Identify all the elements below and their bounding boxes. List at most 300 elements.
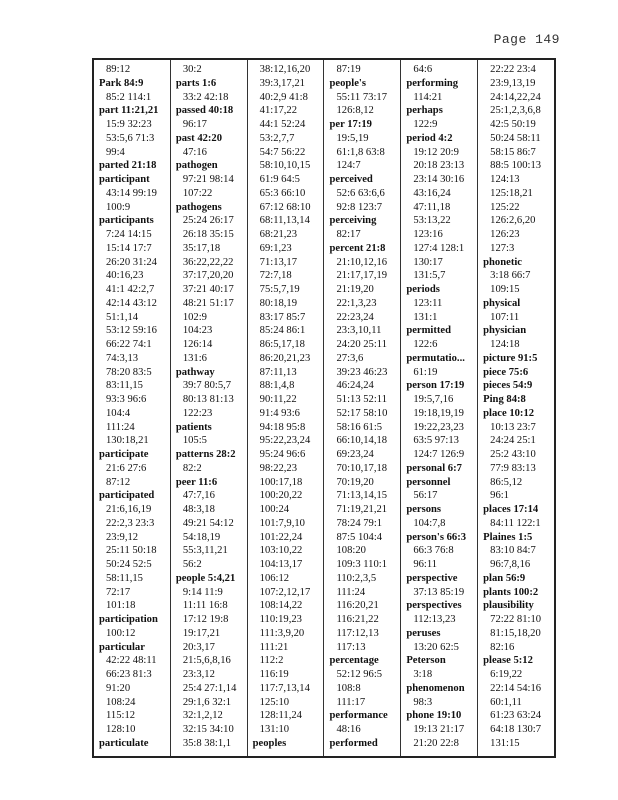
index-reference: 39:7 80:5,7 bbox=[182, 380, 232, 392]
index-reference: 35:8 38:1,1 bbox=[182, 737, 232, 749]
index-term: passed 40:18 bbox=[175, 105, 234, 117]
index-term: patients bbox=[175, 421, 212, 433]
index-reference: 23:3,10,11 bbox=[336, 325, 382, 337]
index-reference: 87:5 104:4 bbox=[336, 531, 383, 543]
index-reference: 101:7,9,10 bbox=[259, 517, 305, 529]
index-reference: 52:12 96:5 bbox=[336, 669, 383, 680]
index-column bbox=[478, 60, 554, 756]
index-reference: 91:4 93:6 bbox=[259, 407, 300, 419]
index-reference: 131:10 bbox=[259, 724, 290, 735]
index-reference: 72:22 81:10 bbox=[490, 614, 542, 625]
index-reference: 90:11,22 bbox=[259, 394, 297, 405]
index-reference: 112:2 bbox=[259, 655, 284, 667]
index-term: pathway bbox=[175, 366, 215, 378]
index-reference: 116:20,21 bbox=[336, 600, 379, 612]
index-reference: 23:3,12 bbox=[182, 669, 215, 680]
index-reference: 124:18 bbox=[490, 339, 520, 350]
index-reference: 80:13 81:13 bbox=[182, 394, 234, 405]
index-reference: 58:16 61:5 bbox=[336, 421, 383, 433]
index-term: phenomenon bbox=[406, 682, 465, 694]
index-reference: 87:11,13 bbox=[259, 366, 297, 378]
index-reference: 65:3 66:10 bbox=[259, 187, 306, 199]
index-reference: 124:7 126:9 bbox=[413, 449, 465, 460]
index-reference: 122:23 bbox=[182, 407, 213, 419]
index-reference: 21:5,6,8,16 bbox=[182, 655, 231, 667]
index-reference: 64:6 bbox=[413, 64, 433, 75]
index-reference: 36:22,22,22 bbox=[182, 256, 234, 268]
index-reference: 55:11 73:17 bbox=[336, 91, 388, 103]
index-reference: 69:23,24 bbox=[336, 449, 374, 460]
index-reference: 7:24 14:15 bbox=[106, 229, 152, 240]
index-reference: 61:19 bbox=[413, 366, 438, 378]
index-term: participants bbox=[99, 215, 154, 227]
index-reference: 22:2,3 23:3 bbox=[106, 517, 155, 529]
index-term: peoples bbox=[252, 737, 287, 749]
index-reference: 81:15,18,20 bbox=[490, 627, 541, 639]
index-term: performing bbox=[406, 77, 459, 89]
index-reference: 75:5,7,19 bbox=[259, 284, 300, 295]
index-term: perhaps bbox=[406, 105, 443, 117]
index-reference: 117:7,13,14 bbox=[259, 682, 310, 694]
index-reference: 74:3,13 bbox=[106, 352, 139, 364]
index-reference: 40:16,23 bbox=[106, 270, 144, 282]
index-reference: 66:10,14,18 bbox=[336, 435, 388, 447]
index-reference: 88:1,4,8 bbox=[259, 380, 295, 392]
index-reference: 39:23 46:23 bbox=[336, 366, 388, 378]
index-reference: 115:12 bbox=[106, 710, 136, 722]
index-reference: 43:14 99:19 bbox=[106, 187, 157, 199]
index-reference: 93:3 96:6 bbox=[106, 394, 147, 405]
index-reference: 87:19 bbox=[336, 64, 361, 75]
index-term: phone 19:10 bbox=[406, 710, 462, 722]
index-term: people's bbox=[329, 77, 366, 89]
index-reference: 95:22,23,24 bbox=[259, 435, 311, 447]
index-reference: 19:5,19 bbox=[336, 132, 369, 144]
index-reference: 10:13 23:7 bbox=[490, 421, 536, 433]
index-reference: 19:13 21:17 bbox=[413, 724, 465, 735]
index-reference: 128:11,24 bbox=[259, 710, 302, 722]
index-reference: 71:13,17 bbox=[259, 256, 298, 268]
index-reference: 13:20 62:5 bbox=[413, 641, 459, 653]
index-term: peer 11:6 bbox=[175, 476, 218, 488]
index-reference: 124:7 bbox=[336, 160, 361, 172]
index-column bbox=[171, 60, 248, 756]
index-reference: 85:2 114:1 bbox=[106, 91, 152, 103]
index-reference: 24:14,22,24 bbox=[490, 91, 541, 103]
index-reference: 123:11 bbox=[413, 297, 443, 309]
index-reference: 126:8,12 bbox=[336, 105, 374, 117]
index-reference: 77:9 83:13 bbox=[490, 462, 536, 474]
index-term: participated bbox=[99, 490, 155, 502]
index-term: personnel bbox=[406, 476, 451, 488]
index-reference: 71:19,21,21 bbox=[336, 504, 388, 515]
index-reference: 21:19,20 bbox=[336, 284, 374, 295]
index-term: part 11:21,21 bbox=[99, 105, 159, 117]
index-reference: 126:14 bbox=[182, 339, 213, 350]
index-reference: 99:4 bbox=[106, 146, 125, 158]
index-term: permutatio... bbox=[406, 352, 465, 364]
index-reference: 108:20 bbox=[336, 545, 366, 557]
index-term: particulate bbox=[99, 737, 149, 749]
index-reference: 37:21 40:17 bbox=[182, 284, 234, 295]
index-reference: 66:22 74:1 bbox=[106, 339, 152, 350]
index-reference: 58:15 86:7 bbox=[490, 146, 536, 158]
index-term: participation bbox=[99, 614, 158, 625]
index-term: periods bbox=[406, 284, 440, 295]
index-reference: 104:4 bbox=[106, 407, 131, 419]
index-term: performed bbox=[329, 737, 378, 749]
index-reference: 84:11 122:1 bbox=[490, 517, 541, 529]
index-reference: 61:1,8 63:8 bbox=[336, 146, 385, 158]
index-reference: 49:21 54:12 bbox=[182, 517, 234, 529]
index-reference: 3:18 66:7 bbox=[490, 270, 531, 282]
index-term: Ping 84:8 bbox=[483, 394, 526, 405]
index-reference: 70:10,17,18 bbox=[336, 462, 388, 474]
index-reference: 26:20 31:24 bbox=[106, 256, 157, 268]
index-term: performance bbox=[329, 710, 388, 722]
index-reference: 48:21 51:17 bbox=[182, 297, 234, 309]
index-reference: 6:19,22 bbox=[490, 669, 523, 680]
index-reference: 58:10,10,15 bbox=[259, 160, 311, 172]
index-reference: 89:12 bbox=[106, 64, 131, 75]
index-reference: 72:17 bbox=[106, 586, 131, 598]
index-reference: 131:5,7 bbox=[413, 270, 446, 282]
index-reference: 69:1,23 bbox=[259, 242, 292, 254]
index-reference: 39:3,17,21 bbox=[259, 77, 305, 89]
index-reference: 111:21 bbox=[259, 641, 289, 653]
index-reference: 44:1 52:24 bbox=[259, 119, 306, 130]
index-reference: 80:18,19 bbox=[259, 297, 298, 309]
index-reference: 53:12 59:16 bbox=[106, 325, 157, 337]
index-reference: 104:23 bbox=[182, 325, 213, 337]
index-reference: 107:2,12,17 bbox=[259, 586, 311, 598]
index-reference: 96:11 bbox=[413, 559, 438, 570]
index-reference: 116:21,22 bbox=[336, 614, 379, 625]
index-reference: 47:11,18 bbox=[413, 201, 451, 213]
index-reference: 33:2 42:18 bbox=[182, 91, 229, 103]
index-term: person 17:19 bbox=[406, 380, 465, 392]
index-reference: 70:19,20 bbox=[336, 476, 374, 488]
index-reference: 53:13,22 bbox=[413, 215, 451, 227]
index-reference: 66:3 76:8 bbox=[413, 545, 454, 557]
index-reference: 108:24 bbox=[106, 696, 136, 708]
index-reference: 83:17 85:7 bbox=[259, 311, 306, 323]
index-reference: 48:16 bbox=[336, 724, 361, 735]
index-term: please 5:12 bbox=[483, 655, 533, 667]
index-term: particular bbox=[99, 641, 145, 653]
index-reference: 21:6,16,19 bbox=[106, 504, 152, 515]
index-reference: 124:13 bbox=[490, 174, 520, 185]
index-reference: 3:18 bbox=[413, 669, 433, 680]
index-frame bbox=[92, 58, 556, 758]
index-reference: 72:7,18 bbox=[259, 270, 292, 282]
index-reference: 22:1,3,23 bbox=[336, 297, 377, 309]
index-reference: 88:5 100:13 bbox=[490, 160, 542, 172]
index-reference: 116:19 bbox=[259, 669, 289, 680]
index-reference: 104:7,8 bbox=[413, 517, 446, 529]
index-reference: 47:16 bbox=[182, 146, 207, 158]
index-reference: 56:17 bbox=[413, 490, 438, 502]
index-reference: 131:1 bbox=[413, 311, 438, 323]
index-reference: 50:24 58:11 bbox=[490, 132, 541, 144]
index-reference: 91:20 bbox=[106, 682, 131, 694]
index-reference: 40:2,9 41:8 bbox=[259, 91, 308, 103]
index-term: plants 100:2 bbox=[483, 586, 539, 598]
index-reference: 94:18 95:8 bbox=[259, 421, 306, 433]
index-reference: 68:11,13,14 bbox=[259, 215, 310, 227]
index-reference: 61:9 64:5 bbox=[259, 174, 300, 185]
index-term: perspective bbox=[406, 572, 458, 584]
index-reference: 53:5,6 71:3 bbox=[106, 132, 155, 144]
index-reference: 108:8 bbox=[336, 682, 361, 694]
index-reference: 122:9 bbox=[413, 119, 438, 130]
index-term: peruses bbox=[406, 627, 441, 639]
index-reference: 97:21 98:14 bbox=[182, 174, 234, 185]
index-term: plausibility bbox=[483, 600, 534, 612]
index-term: picture 91:5 bbox=[483, 352, 538, 364]
index-reference: 123:16 bbox=[413, 229, 443, 240]
index-reference: 21:17,17,19 bbox=[336, 270, 388, 282]
index-reference: 100:12 bbox=[106, 627, 136, 639]
index-reference: 78:20 83:5 bbox=[106, 366, 152, 378]
index-reference: 42:14 43:12 bbox=[106, 297, 157, 309]
index-reference: 92:8 123:7 bbox=[336, 201, 383, 213]
index-reference: 32:1,2,12 bbox=[182, 710, 223, 722]
index-reference: 111:24 bbox=[106, 421, 135, 433]
index-term: piece 75:6 bbox=[483, 366, 529, 378]
index-term: phonetic bbox=[483, 256, 522, 268]
index-reference: 128:10 bbox=[106, 724, 136, 735]
index-reference: 83:10 84:7 bbox=[490, 545, 536, 557]
index-reference: 25:1,2,3,6,8 bbox=[490, 105, 541, 117]
index-reference: 53:2,7,7 bbox=[259, 132, 295, 144]
index-term: persons bbox=[406, 504, 442, 515]
index-reference: 106:12 bbox=[259, 572, 290, 584]
index-reference: 100:9 bbox=[106, 201, 131, 213]
index-reference: 38:12,16,20 bbox=[259, 64, 311, 75]
index-reference: 104:13,17 bbox=[259, 559, 303, 570]
index-term: places 17:14 bbox=[483, 504, 539, 515]
index-reference: 103:10,22 bbox=[259, 545, 303, 557]
index-reference: 24:24 25:1 bbox=[490, 435, 536, 447]
index-reference: 82:17 bbox=[336, 229, 361, 240]
index-reference: 101:18 bbox=[106, 600, 136, 612]
index-reference: 15:9 32:23 bbox=[106, 119, 152, 130]
index-reference: 122:6 bbox=[413, 339, 438, 350]
index-reference: 21:10,12,16 bbox=[336, 256, 388, 268]
index-reference: 125:22 bbox=[490, 201, 520, 213]
index-reference: 15:14 17:7 bbox=[106, 242, 152, 254]
index-term: pathogen bbox=[175, 160, 218, 172]
index-reference: 11:11 16:8 bbox=[182, 600, 228, 612]
index-reference: 26:18 35:15 bbox=[182, 229, 234, 240]
index-reference: 56:2 bbox=[182, 559, 202, 570]
index-reference: 43:16,24 bbox=[413, 187, 451, 199]
index-reference: 101:22,24 bbox=[259, 531, 303, 543]
index-reference: 21:20 22:8 bbox=[413, 737, 459, 749]
index-column bbox=[248, 60, 325, 756]
index-reference: 41:1 42:2,7 bbox=[106, 284, 155, 295]
index-reference: 105:5 bbox=[182, 435, 207, 447]
page-number-label: Page 149 bbox=[493, 32, 560, 47]
index-reference: 55:3,11,21 bbox=[182, 545, 228, 557]
index-reference: 102:9 bbox=[182, 311, 207, 323]
index-reference: 109:3 110:1 bbox=[336, 559, 388, 570]
index-reference: 111:3,9,20 bbox=[259, 627, 305, 639]
index-term: personal 6:7 bbox=[406, 462, 462, 474]
index-reference: 100:24 bbox=[259, 504, 290, 515]
index-reference: 47:7,16 bbox=[182, 490, 215, 502]
index-reference: 22:14 54:16 bbox=[490, 682, 542, 694]
index-reference: 110:2,3,5 bbox=[336, 572, 377, 584]
index-term: plan 56:9 bbox=[483, 572, 526, 584]
index-reference: 19:5,7,16 bbox=[413, 394, 454, 405]
index-reference: 22:22 23:4 bbox=[490, 64, 536, 75]
index-term: parted 21:18 bbox=[99, 160, 157, 172]
index-reference: 50:24 52:5 bbox=[106, 559, 152, 570]
index-reference: 19:12 20:9 bbox=[413, 146, 459, 158]
index-reference: 51:1,14 bbox=[106, 311, 139, 323]
index-reference: 131:6 bbox=[182, 352, 207, 364]
index-columns bbox=[94, 60, 554, 756]
index-reference: 127:3 bbox=[490, 242, 515, 254]
index-reference: 60:1,11 bbox=[490, 696, 522, 708]
index-reference: 41:17,22 bbox=[259, 105, 298, 117]
index-reference: 35:17,18 bbox=[182, 242, 221, 254]
index-term: percentage bbox=[329, 655, 379, 667]
index-term: past 42:20 bbox=[175, 132, 223, 144]
index-term: perceiving bbox=[329, 215, 377, 227]
index-reference: 108:14,22 bbox=[259, 600, 303, 612]
index-reference: 24:20 25:11 bbox=[336, 339, 388, 350]
index-term: Park 84:9 bbox=[99, 77, 144, 89]
index-reference: 96:17 bbox=[182, 119, 207, 130]
index-column bbox=[401, 60, 478, 756]
index-reference: 21:6 27:6 bbox=[106, 462, 147, 474]
index-term: per 17:19 bbox=[329, 119, 372, 130]
index-reference: 78:24 79:1 bbox=[336, 517, 383, 529]
index-term: perceived bbox=[329, 174, 373, 185]
index-reference: 32:15 34:10 bbox=[182, 724, 234, 735]
index-reference: 125:10 bbox=[259, 696, 290, 708]
index-reference: 111:17 bbox=[336, 696, 366, 708]
index-reference: 19:18,19,19 bbox=[413, 407, 464, 419]
index-reference: 111:24 bbox=[336, 586, 366, 598]
index-reference: 98:3 bbox=[413, 696, 433, 708]
index-term: people 5:4,21 bbox=[175, 572, 236, 584]
index-reference: 112:13,23 bbox=[413, 614, 456, 625]
index-term: physician bbox=[483, 325, 527, 337]
index-term: Peterson bbox=[406, 655, 446, 667]
index-reference: 109:15 bbox=[490, 284, 520, 295]
index-reference: 37:13 85:19 bbox=[413, 586, 465, 598]
index-reference: 46:24,24 bbox=[336, 380, 374, 392]
index-reference: 19:17,21 bbox=[182, 627, 221, 639]
index-reference: 85:24 86:1 bbox=[259, 325, 306, 337]
index-reference: 27:3,6 bbox=[336, 352, 364, 364]
index-reference: 98:22,23 bbox=[259, 462, 298, 474]
index-reference: 86:20,21,23 bbox=[259, 352, 311, 364]
index-reference: 9:14 11:9 bbox=[182, 586, 223, 598]
index-term: participate bbox=[99, 449, 149, 460]
index-reference: 52:17 58:10 bbox=[336, 407, 388, 419]
index-reference: 67:12 68:10 bbox=[259, 201, 311, 213]
index-term: perspectives bbox=[406, 600, 462, 612]
index-reference: 83:11,15 bbox=[106, 380, 143, 392]
index-reference: 87:12 bbox=[106, 476, 131, 488]
index-reference: 54:18,19 bbox=[182, 531, 221, 543]
index-reference: 86:5,12 bbox=[490, 476, 523, 488]
index-reference: 117:13 bbox=[336, 641, 366, 653]
index-reference: 126:23 bbox=[490, 229, 520, 240]
index-reference: 37:17,20,20 bbox=[182, 270, 234, 282]
index-reference: 131:15 bbox=[490, 737, 520, 749]
index-reference: 17:12 19:8 bbox=[182, 614, 229, 625]
index-reference: 25:24 26:17 bbox=[182, 215, 234, 227]
index-term: place 10:12 bbox=[483, 407, 535, 419]
index-reference: 126:2,6,20 bbox=[490, 215, 536, 227]
index-reference: 68:21,23 bbox=[259, 229, 298, 240]
index-reference: 20:3,17 bbox=[182, 641, 215, 653]
index-term: period 4:2 bbox=[406, 132, 453, 144]
index-reference: 66:23 81:3 bbox=[106, 669, 152, 680]
index-reference: 22:23,24 bbox=[336, 311, 374, 323]
index-reference: 82:16 bbox=[490, 641, 515, 653]
index-reference: 29:1,6 32:1 bbox=[182, 696, 232, 708]
index-reference: 130:18,21 bbox=[106, 435, 149, 447]
index-term: participant bbox=[99, 174, 150, 185]
index-reference: 96:1 bbox=[490, 490, 509, 502]
index-reference: 96:7,8,16 bbox=[490, 559, 531, 570]
index-term: patterns 28:2 bbox=[175, 449, 236, 460]
index-reference: 51:13 52:11 bbox=[336, 394, 388, 405]
index-reference: 54:7 56:22 bbox=[259, 146, 306, 158]
index-reference: 100:20,22 bbox=[259, 490, 303, 502]
index-term: parts 1:6 bbox=[175, 77, 217, 89]
index-reference: 130:17 bbox=[413, 256, 443, 268]
index-term: pieces 54:9 bbox=[483, 380, 533, 392]
index-reference: 95:24 96:6 bbox=[259, 449, 306, 460]
index-reference: 25:2 43:10 bbox=[490, 449, 536, 460]
index-reference: 71:13,14,15 bbox=[336, 490, 388, 502]
index-reference: 107:22 bbox=[182, 187, 213, 199]
index-term: percent 21:8 bbox=[329, 242, 386, 254]
index-reference: 25:11 50:18 bbox=[106, 545, 157, 557]
index-reference: 42:22 48:11 bbox=[106, 655, 157, 667]
index-column bbox=[94, 60, 171, 756]
index-reference: 127:4 128:1 bbox=[413, 242, 465, 254]
index-reference: 82:2 bbox=[182, 462, 202, 474]
index-reference: 19:22,23,23 bbox=[413, 421, 464, 433]
index-reference: 86:5,17,18 bbox=[259, 339, 305, 350]
index-term: person's 66:3 bbox=[406, 531, 467, 543]
index-reference: 42:5 50:19 bbox=[490, 119, 536, 130]
index-reference: 117:12,13 bbox=[336, 627, 379, 639]
index-reference: 52:6 63:6,6 bbox=[336, 187, 385, 199]
index-reference: 107:11 bbox=[490, 311, 520, 323]
index-reference: 23:9,12 bbox=[106, 531, 139, 543]
index-term: pathogens bbox=[175, 201, 222, 213]
index-reference: 61:23 63:24 bbox=[490, 710, 542, 722]
index-term: Plaines 1:5 bbox=[483, 531, 533, 543]
index-reference: 100:17,18 bbox=[259, 476, 303, 488]
index-reference: 125:18,21 bbox=[490, 187, 533, 199]
index-reference: 23:9,13,19 bbox=[490, 77, 536, 89]
index-term: permitted bbox=[406, 325, 452, 337]
index-reference: 63:5 97:13 bbox=[413, 435, 459, 447]
index-reference: 114:21 bbox=[413, 91, 443, 103]
index-column bbox=[324, 60, 401, 756]
